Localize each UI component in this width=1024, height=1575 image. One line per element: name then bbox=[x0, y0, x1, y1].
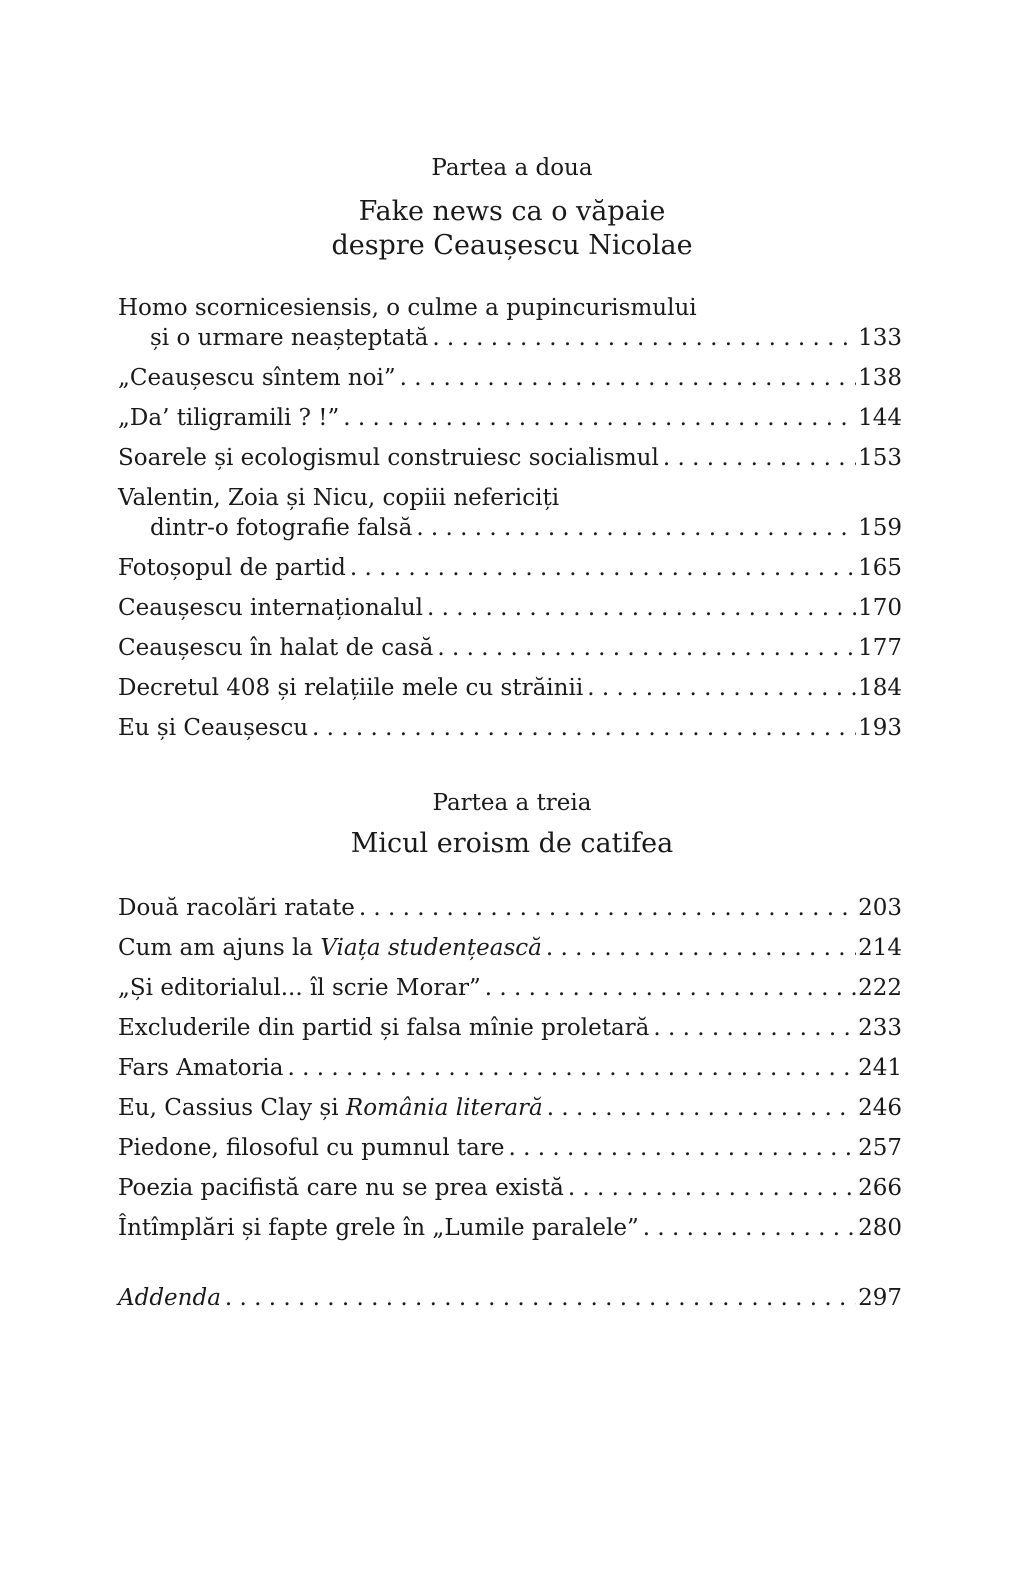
part-label: Partea a doua bbox=[431, 155, 593, 181]
toc-entry[interactable] bbox=[118, 1174, 902, 1202]
toc-entry-title-italic: Viața studențească bbox=[320, 935, 542, 961]
toc-entry-title: „Ceaușescu sîntem noi” bbox=[118, 365, 396, 391]
page-number: 177 bbox=[858, 635, 902, 661]
dot-leader bbox=[427, 594, 856, 622]
toc-entry-title: Decretul 408 și relațiile mele cu străinii bbox=[118, 675, 584, 701]
part-title: Micul eroism de catifea bbox=[350, 828, 674, 859]
toc-entry[interactable] bbox=[118, 1214, 902, 1242]
dot-leader bbox=[416, 514, 856, 542]
dot-leader bbox=[350, 554, 856, 582]
page-number: 165 bbox=[858, 555, 902, 581]
page-number: 203 bbox=[858, 895, 902, 921]
toc-list bbox=[118, 294, 902, 754]
page-number: 214 bbox=[858, 935, 902, 961]
toc-entry-title bbox=[118, 1284, 221, 1312]
dot-leader bbox=[432, 324, 856, 352]
toc-entry-title: Fars Amatoria bbox=[118, 1055, 284, 1081]
toc-entry-title: Ceaușescu în halat de casă bbox=[118, 635, 434, 661]
page-number: 233 bbox=[858, 1015, 902, 1041]
toc-entry-title-italic: Addenda bbox=[118, 1285, 221, 1311]
toc-entry-title: Homo scornicesiensis, o culme a pupincurismului bbox=[118, 295, 697, 321]
dot-leader bbox=[663, 444, 856, 472]
dot-leader bbox=[587, 674, 856, 702]
page-number: 193 bbox=[858, 715, 902, 741]
toc-entry-title: Două racolări ratate bbox=[118, 895, 355, 921]
page-number: 266 bbox=[858, 1175, 902, 1201]
toc-entry-title: Poezia pacifistă care nu se prea există bbox=[118, 1175, 564, 1201]
toc-entry[interactable] bbox=[118, 444, 902, 472]
toc-entry-title: Întîmplări și fapte grele în „Lumile paralele” bbox=[118, 1215, 639, 1241]
dot-leader bbox=[288, 1054, 857, 1082]
toc-entry[interactable] bbox=[118, 634, 902, 662]
toc-entry-title: Eu și Ceaușescu bbox=[118, 715, 309, 741]
toc-entry-addenda[interactable] bbox=[118, 1284, 902, 1312]
page-number: 159 bbox=[858, 515, 902, 541]
page-number: 222 bbox=[858, 975, 902, 1001]
toc-entry[interactable] bbox=[118, 894, 902, 922]
dot-leader bbox=[400, 364, 856, 392]
toc-entry[interactable] bbox=[118, 1094, 902, 1122]
part-title: despre Ceaușescu Nicolae bbox=[331, 230, 693, 261]
page-number: 153 bbox=[858, 445, 902, 471]
dot-leader bbox=[546, 934, 856, 962]
toc-list bbox=[118, 894, 902, 1254]
toc-entry-title: Ceaușescu internaționalul bbox=[118, 595, 423, 621]
dot-leader bbox=[547, 1094, 856, 1122]
dot-leader bbox=[312, 714, 856, 742]
toc-entry[interactable] bbox=[118, 554, 902, 582]
page-number: 170 bbox=[858, 595, 902, 621]
toc-entry-title-plain: Cum am ajuns la bbox=[118, 935, 321, 961]
page-number: 257 bbox=[858, 1135, 902, 1161]
toc-entry[interactable] bbox=[118, 714, 902, 742]
dot-leader bbox=[568, 1174, 856, 1202]
toc-entry-title: și o urmare neașteptată bbox=[150, 325, 429, 351]
page-number: 138 bbox=[858, 365, 902, 391]
page-number: 144 bbox=[858, 405, 902, 431]
part-title: Fake news ca o văpaie bbox=[358, 196, 666, 227]
toc-entry-title: Piedone, filosoful cu pumnul tare bbox=[118, 1135, 505, 1161]
toc-entry[interactable] bbox=[118, 1054, 902, 1082]
toc-entry[interactable] bbox=[118, 294, 902, 352]
page-number: 133 bbox=[858, 325, 902, 351]
dot-leader bbox=[508, 1134, 856, 1162]
page-number: 241 bbox=[858, 1055, 902, 1081]
dot-leader bbox=[643, 1214, 856, 1242]
part-label: Partea a treia bbox=[432, 790, 592, 816]
toc-entry-title: „Și editorialul... îl scrie Morar” bbox=[118, 975, 481, 1001]
toc-entry-title: Excluderile din partid și falsa mînie proletară bbox=[118, 1015, 650, 1041]
dot-leader bbox=[225, 1284, 856, 1312]
toc-entry-title: „Da’ tiligramili ? !” bbox=[118, 405, 340, 431]
toc-entry-title bbox=[118, 1094, 543, 1122]
dot-leader bbox=[653, 1014, 856, 1042]
dot-leader bbox=[359, 894, 856, 922]
page-number: 246 bbox=[858, 1095, 902, 1121]
dot-leader bbox=[343, 404, 856, 432]
toc-entry-title-italic: România literară bbox=[345, 1095, 543, 1121]
toc-entry-title: dintr-o fotografie falsă bbox=[150, 515, 413, 541]
toc-entry[interactable] bbox=[118, 674, 902, 702]
page-number: 280 bbox=[858, 1215, 902, 1241]
toc-entry[interactable] bbox=[118, 364, 902, 392]
toc-entry-title: Valentin, Zoia și Nicu, copiii nefericiți bbox=[118, 485, 560, 511]
toc-entry[interactable] bbox=[118, 1134, 902, 1162]
toc-entry[interactable] bbox=[118, 404, 902, 432]
toc-entry-title bbox=[118, 934, 542, 962]
toc-entry[interactable] bbox=[118, 594, 902, 622]
toc-entry[interactable] bbox=[118, 484, 902, 542]
toc-entry-title: Soarele și ecologismul construiesc socialismul bbox=[118, 445, 659, 471]
toc-entry-title: Fotoșopul de partid bbox=[118, 555, 346, 581]
dot-leader bbox=[485, 974, 856, 1002]
dot-leader bbox=[437, 634, 856, 662]
toc-entry[interactable] bbox=[118, 934, 902, 962]
page-number: 297 bbox=[858, 1285, 902, 1311]
toc-list bbox=[118, 1284, 902, 1324]
toc-entry[interactable] bbox=[118, 974, 902, 1002]
page-number: 184 bbox=[858, 675, 902, 701]
toc-entry[interactable] bbox=[118, 1014, 902, 1042]
toc-entry-title-plain: Eu, Cassius Clay și bbox=[118, 1095, 346, 1121]
